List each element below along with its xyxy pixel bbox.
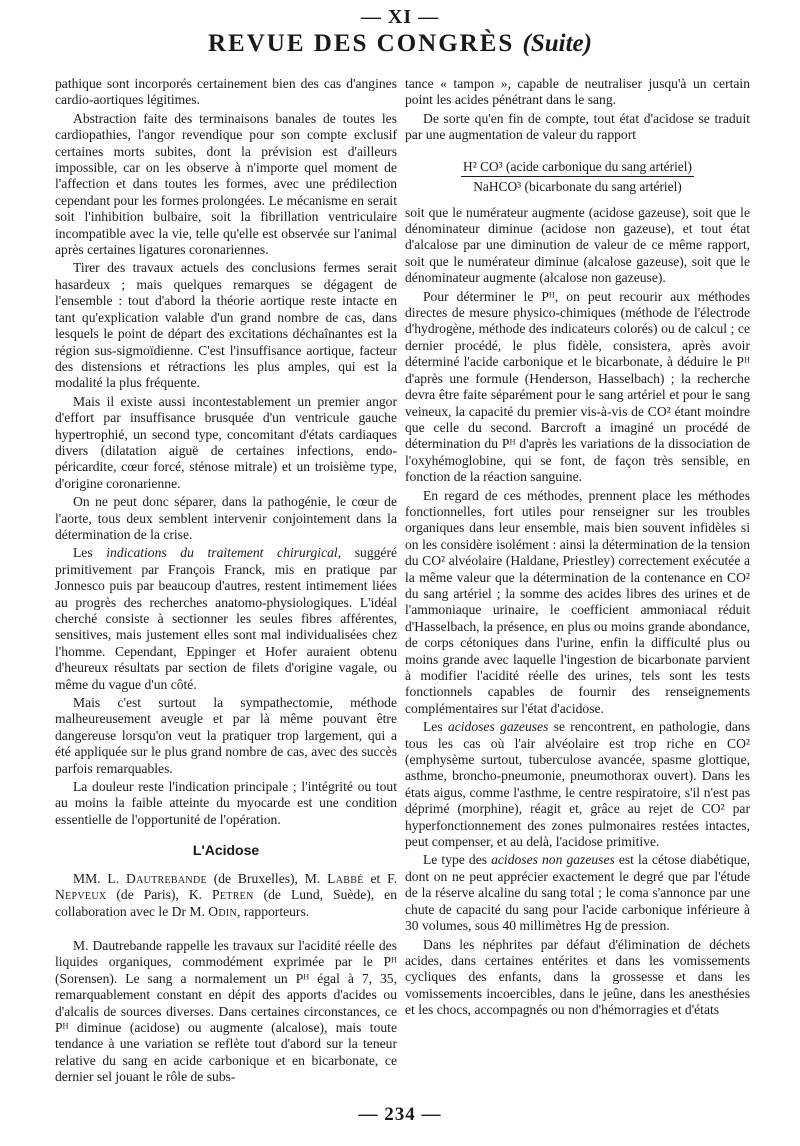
text-run: (de Lund, Suède), en collaboration avec le Dr M. [55,887,397,919]
italic-phrase: acidoses gazeuses [447,719,549,735]
paragraph-indications [55,545,397,693]
paragraph: On ne peut donc séparer, dans la pathogénie, le cœur de l'aorte, tous deux semblent intervenir conjointement dans la détermination de la crise. [55,494,397,542]
author-name: Petren [212,887,254,903]
authors-line [55,871,397,920]
paragraph: tance « tampon », capable de neutraliser jusqu'à un certain point les acides pénétrant dans le sang. [405,76,750,108]
page-header [0,6,800,58]
author-name: Labbé [327,870,364,886]
text-run: MM. L. [73,870,126,886]
text-run: est la cétose diabétique, dont on ne peut apprécier exactement le degré que par l'étude de la réserve alcaline du sang total ; le coma s'annonce par une chute de capacité du sang pour l'acide carbonique inférieure à 30 volumes, sous 40 millimètres Hg de pression. [405,852,750,934]
paragraph: Abstraction faite des terminaisons banales de toutes les cardiopathies, l'angor revendique pour son compte exclusif certaines morts subites, dont la prévision est d'ailleurs impossible, car on les observe à n'importe quel moment de l'affection et dans toutes les formes, avec une prédilection cependant pour les formes prolongées. Le mécanisme en serait soit l'inhibition bulbaire, soit la fibrillation ventriculaire incompatible avec la vie, telle qu'elle est observée sur l'animal après certaines ligatures coronariennes. [55,110,397,258]
right-column [405,76,750,1021]
paragraph: pathique sont incorporés certainement bien des cas d'angines cardio-aortiques légitimes. [55,76,397,108]
paragraph: La douleur reste l'indication principale ; l'intégrité ou tout au moins la faible atteinte du myocarde est une condition essentielle de l'opportunité de l'opération. [55,779,397,827]
paragraph: Dans les néphrites par défaut d'élimination de déchets acides, dans certaines entérites et dans les vomissements cycliques des enfants, dans la grossesse et dans les vomissements incoercibles, dans le jeûne, dans les anesthésies et les chocs, accompagnés ou non d'hémorragies et d'états [405,936,750,1018]
paragraph: En regard de ces méthodes, prennent place les méthodes fonctionnelles, fort utiles pour renseigner sur les troubles organiques dans leur ensemble, mais bien souvent infidèles si on les considère isolément : ainsi la détermination de la tension du CO² alvéolaire (Haldane, Priestley) correctement exécutée a la même valeur que la détermination de la contenance en CO² du sang artériel ; la somme des acides libres des urines et de l'ammoniaque urinaire, le coefficient ammoniacal réduit d'Hasselbach, la présence, en plus ou moins grande abondance, de corps cétoniques dans l'urine, enfin la difficulté plus ou moins grande avec laquelle l'ingestion de bicarbonate parvient à modifier l'acidité réelle des urines, tels sont les tests fonctionnels capables de fournir des renseignements complémentaires sur l'état d'acidose. [405,487,750,716]
formula-denominator: NaHCO³ (bicarbonate du sang artériel) [473,178,682,194]
text-run: Le type des [423,852,492,868]
paragraph: Tirer des travaux actuels des conclusions fermes serait hasardeux ; mais quelques remarques se dégagent de l'ensemble : tout d'abord la théorie aortique reste intacte en tant qu'explication valable d'un grand nombre de cas, dans lesquels le point de départ des excitations déchaînantes est la région sus-sigmoïdienne. C'est l'insuffisance aortique, facteur des distensions et rétractions les plus amples, qui est la modalité la plus fréquente. [55,260,397,391]
paragraph: Mais c'est surtout la sympathectomie, méthode malheureusement aveugle et par là même pouvant être dangereuse lorsqu'on veut la pratiquer trop largement, qui a été appliquée sur le plus grand nombre de cas, avec des succès parfois remarquables. [55,695,397,776]
left-column [55,76,397,1088]
text-run: , suggéré primitivement par François Franck, mis en pratique par Jonnesco puis par beaucoup d'autres, restent intimement liées au progrès des recherches anatomo-physiologiques. L'idéal cherché consiste à sectionner les seules fibres afférentes, sensitives, mais justement elles sont mal individualisées chez l'homme. Cependant, Eppinger et Hofer auraient obtenu d'heureux résultats par section de filets d'origine vagale, ou même du vague d'un côté. [55,545,398,692]
formula-numerator: H² CO³ (acide carbonique du sang artériel) [461,158,694,177]
text-run: (de Bruxelles), M. [206,870,328,886]
paragraph-acidoses-gazeuses [405,719,750,850]
author-name: Nepveux [55,887,107,903]
paragraph: soit que le numérateur augmente (acidose gazeuse), soit que le dénominateur diminue (acidose non gazeuse), et tout état d'alcalose par une diminution de valeur de ce même rapport, soit que le numérateur diminue (alcalose gazeuse), soit que le dénominateur augmente (alcalose non gazeuse). [405,204,750,286]
text-run: se rencontrent, en pathologie, dans tous les cas où l'air alvéolaire est trop riche en CO² (emphysème surtout, tuberculose avancée, spasme glottique, asthme, broncho-pneumonie, pneumothorax ouvert). Dans les états aigus, comme l'asthme, le centre respiratoire, s'il n'est pas déprimé (morphine), réagit et, grâce au rejet de CO² par hyperfonctionnement des zones pulmonaires restées intactes, peut compenser, et au delà, l'acidose primitive. [405,719,751,850]
title-text: REVUE DES CONGRÈS [208,30,515,57]
text-run: Les [423,719,448,735]
italic-phrase: acidoses non gazeuses [491,852,615,868]
author-name: Dautrebande [125,870,207,886]
paragraph: M. Dautrebande rappelle les travaux sur l'acidité réelle des liquides organiques, commodément exprimée par le Pᴴ (Sorensen). Le sang a normalement un Pᴴ égal à 7, 35, remarquablement constant en dépit des apports d'acides ou d'alcalis de sources diverses. Dans certaines circonstances, ce Pᴴ diminue (acidose) ou augmente (alcalose), mais toute tendance à une variation se reflète tout d'abord sur la teneur relative du sang en acide carbonique et en bicarbonate, ce dernier sel jouant le rôle de subs- [55,937,397,1085]
text-run: Les [73,545,107,561]
journal-section-title [0,30,800,58]
text-run: , rapporteurs. [237,903,310,919]
italic-phrase: indications du traitement chirurgical [106,545,338,561]
author-name: Odin [208,903,238,919]
ratio-formula [405,158,750,195]
paragraph: Mais il existe aussi incontestablement un premier angor d'effort par insuffisance brusquée d'un ventricule gauche hypertrophié, un second type, concomitant d'états cardiaques divers (dilatation aiguë de certaines infections, endo-péricardite, cœur forcé, sténose mitrale) et un troisième type, d'origine coronarienne. [55,393,397,491]
paragraph-acidoses-non-gazeuses [405,852,750,934]
section-heading: L'Acidose [192,842,260,859]
title-suite: (Suite) [522,30,592,57]
roman-folio: — XI — [360,6,440,28]
page-number: — 234 — [358,1104,442,1125]
text-run: (de Paris), K. [106,887,213,903]
paragraph: De sorte qu'en fin de compte, tout état d'acidose se traduit par une augmentation de valeur du rapport [405,110,750,143]
text-run: et F. [363,870,398,886]
paragraph: Pour déterminer le Pᴴ, on peut recourir aux méthodes directes de mesure physico-chimiques (méthode de l'électrode d'hydrogène, méthode des indicateurs colorés) ou de calcul ; ce dernier procédé, le plus fidèle, consistera, après avoir déterminé l'acide carbonique et le bicarbonate, à déduire le Pᴴ d'après une formule (Henderson, Hasselbach) ; la recherche devra être faite séparément pour le sang artériel et pour le sang veineux, la capacité du premier vis-à-vis de CO² étant moindre que celle du second. Barcroft a imaginé un procédé de détermination du Pᴴ d'après les variations de la dissociation de l'oxyhémoglobine, qui se font, de façon très sensible, en fonction de la réaction sanguine. [405,288,750,485]
